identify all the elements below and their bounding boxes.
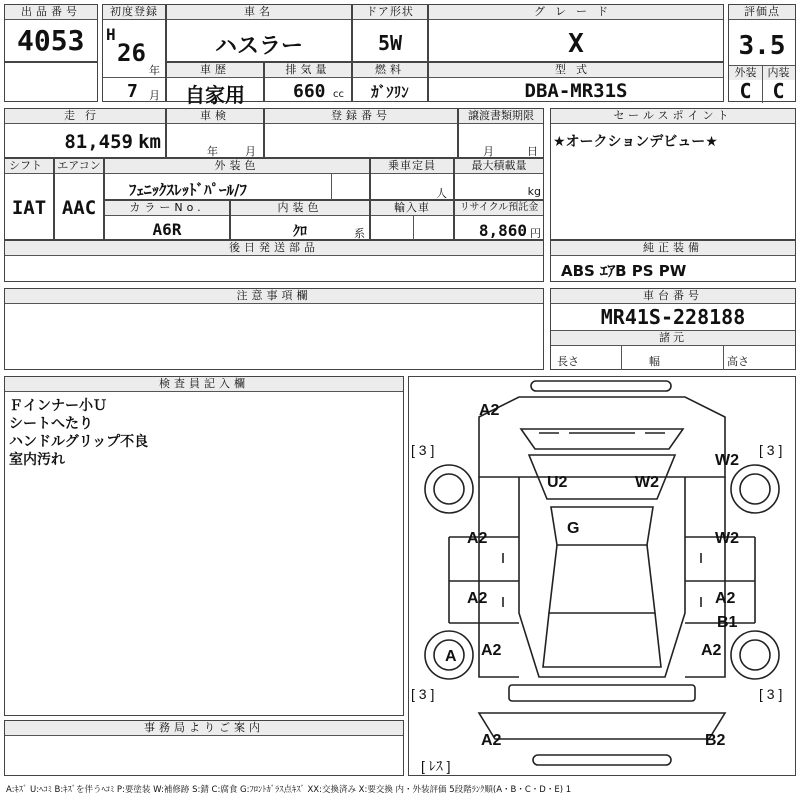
first-reg-month-unit: 月: [149, 89, 160, 102]
chassis-label: 車台番号: [551, 289, 795, 304]
specs-width: 幅: [649, 355, 660, 368]
transfer-label: 譲渡書類期限: [459, 109, 543, 124]
notes-label: 注意事項欄: [5, 289, 543, 304]
first-reg-era: H: [106, 25, 116, 44]
import-box: [370, 200, 454, 240]
damage-mark: W2: [635, 474, 659, 491]
grade-box: [428, 4, 724, 62]
car-name-label: 車名: [167, 5, 351, 20]
aircon-label: エアコン: [55, 159, 103, 174]
tire-mark: [ 3 ]: [411, 442, 435, 458]
history-box: [166, 62, 264, 107]
tire-mark: [ 3 ]: [759, 686, 783, 702]
score-ext: C: [739, 79, 752, 103]
damage-mark: W2: [715, 452, 739, 469]
int-color-unit: 系: [354, 227, 365, 240]
model-box: [428, 62, 724, 102]
load-box: [454, 158, 544, 200]
tire-mark: [ 3 ]: [411, 686, 435, 702]
chassis-value: MR41S-228188: [600, 305, 746, 329]
first-reg-year-unit: 年: [149, 64, 160, 77]
damage-mark: A: [445, 648, 457, 665]
damage-mark: A2: [715, 590, 736, 607]
aircon-box: [54, 158, 104, 240]
equipment-value: ABS ｴｱB PS PW: [561, 262, 687, 280]
sales-point-value: ★オークションデビュー★: [553, 134, 718, 150]
score-label: 評価点: [729, 5, 795, 20]
recycle-label: リサイクル預託金: [455, 201, 543, 216]
notes-box: [4, 288, 544, 370]
car-diagram-box: [408, 376, 796, 776]
damage-mark: A2: [481, 642, 502, 659]
mileage-value: 81,459: [64, 131, 133, 153]
score-box: [728, 4, 796, 102]
specs-length: 長さ: [557, 355, 579, 368]
displacement-box: [264, 62, 352, 102]
recycle-box: [454, 200, 544, 240]
import-label: 輸入車: [371, 201, 453, 216]
displacement-label: 排気量: [265, 63, 351, 78]
damage-mark: B2: [705, 732, 726, 749]
chassis-box: [550, 288, 796, 370]
fuel-value: ｶﾞｿﾘﾝ: [371, 83, 409, 101]
grade-value: X: [568, 29, 584, 59]
later-parts-box: [4, 240, 544, 282]
damage-mark: U2: [547, 474, 568, 491]
car-name-value: ハスラー: [214, 34, 303, 59]
shift-box: [4, 158, 54, 240]
color-no-value: A6R: [152, 220, 182, 239]
door-value: 5W: [377, 31, 403, 55]
inspection-label: 車検: [167, 109, 263, 124]
inspector-line: Ｆインナー小Ｕ: [9, 398, 107, 414]
inspector-line: シートへたり: [9, 416, 93, 432]
damage-mark: W2: [715, 530, 739, 547]
specs-height: 高さ: [727, 355, 749, 368]
recycle-value: 8,860: [478, 221, 527, 240]
displacement-value: 660: [293, 81, 326, 102]
capacity-box: [370, 158, 454, 200]
history-value: 自家用: [185, 83, 245, 107]
int-color-label: 内装色: [231, 201, 369, 216]
spare-mark: [ ﾚｽ ]: [421, 758, 451, 774]
door-box: [352, 4, 428, 62]
damage-mark: B1: [717, 614, 738, 631]
load-unit: kg: [527, 185, 541, 198]
int-color-box: [230, 200, 370, 240]
damage-mark: A2: [467, 530, 488, 547]
equipment-label: 純正装備: [551, 241, 795, 256]
lot-number: 4053: [17, 24, 85, 57]
grade-label: グレード: [429, 5, 723, 20]
registration-box: [264, 108, 458, 158]
car-name-box: [166, 4, 352, 62]
shift-value: IAT: [11, 197, 47, 219]
first-reg-year: 26: [117, 39, 146, 67]
int-color-value: ｸﾛ: [293, 224, 307, 240]
displacement-unit: cc: [333, 89, 344, 100]
score-int: C: [772, 79, 785, 103]
color-no-box: [104, 200, 230, 240]
load-label: 最大積載量: [455, 159, 543, 174]
damage-mark: G: [567, 520, 580, 537]
score-int-label: 内装: [762, 66, 795, 80]
lot-label: 出品番号: [5, 5, 97, 20]
capacity-label: 乗車定員: [371, 159, 453, 174]
sales-point-label: セールスポイント: [551, 109, 795, 124]
office-label: 事務局よりご案内: [5, 721, 403, 736]
lot-box: [4, 4, 98, 62]
sales-point-box: [550, 108, 796, 240]
score-value: 3.5: [738, 31, 786, 61]
shift-label: シフト: [5, 159, 53, 174]
office-box: [4, 720, 404, 776]
legend: A:ｷｽﾞ U:ﾍｺﾐ B:ｷｽﾞを伴うﾍｺﾐ P:要塗装 W:補修跡 S:錆 C:腐食 G:ﾌﾛﾝﾄｶﾞﾗｽ点ｷｽﾞ XX:交換済み X:要交換 内・外装評価 5段階ﾗﾝｸ順(A・B・C・D・E) 1: [6, 785, 572, 795]
later-parts-label: 後日発送部品: [5, 241, 543, 256]
history-label: 車歴: [167, 63, 263, 78]
ext-color-value: ﾌｪﾆｯｸｽﾚｯﾄﾞﾊﾟｰﾙ/ﾌ: [129, 181, 247, 199]
damage-mark: A2: [481, 732, 502, 749]
ext-color-box: [104, 158, 370, 200]
mileage-box: [4, 108, 166, 158]
lot-empty: [4, 62, 98, 102]
door-label: ドア形状: [353, 5, 427, 20]
damage-mark: A2: [479, 402, 500, 419]
inspection-year-unit: 年: [207, 145, 218, 158]
transfer-month-unit: 月: [483, 145, 494, 158]
inspection-box: [166, 108, 264, 158]
mileage-unit: km: [138, 131, 161, 153]
specs-label: 諸元: [551, 331, 795, 345]
equipment-box: [550, 240, 796, 282]
inspector-line: ハンドルグリップ不良: [9, 434, 149, 450]
transfer-box: [458, 108, 544, 158]
color-no-label: カラーNo.: [105, 201, 229, 216]
registration-label: 登録番号: [265, 109, 457, 124]
model-label: 型式: [429, 63, 723, 78]
aircon-value: AAC: [61, 197, 97, 219]
first-reg-month: 7: [127, 81, 138, 102]
model-value: DBA-MR31S: [524, 80, 628, 102]
car-diagram: [409, 377, 795, 775]
inspection-month-unit: 月: [245, 145, 256, 158]
first-reg-label: 初度登録: [103, 5, 165, 20]
capacity-unit: 人: [436, 187, 447, 200]
transfer-day-unit: 日: [527, 145, 538, 158]
score-ext-label: 外装: [729, 66, 762, 80]
inspector-box: [4, 376, 404, 716]
ext-color-label: 外装色: [105, 159, 369, 174]
damage-mark: A2: [701, 642, 722, 659]
mileage-label: 走行: [5, 109, 165, 124]
recycle-unit: 円: [530, 227, 541, 240]
fuel-label: 燃料: [353, 63, 427, 78]
damage-mark: A2: [467, 590, 488, 607]
inspector-label: 検査員記入欄: [5, 377, 403, 392]
first-reg-box: [102, 4, 166, 102]
fuel-box: [352, 62, 428, 102]
inspector-line: 室内汚れ: [9, 452, 65, 468]
tire-mark: [ 3 ]: [759, 442, 783, 458]
